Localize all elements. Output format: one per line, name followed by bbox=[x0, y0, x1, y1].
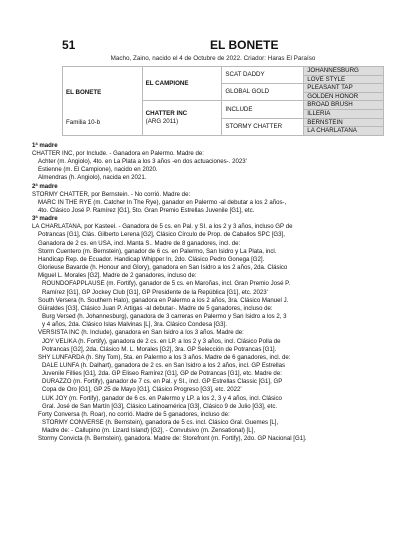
pedigree-horse: EL BONETE bbox=[66, 89, 102, 96]
text-line: Güiraldes [G3], Clásico Juan P. Artigas -al debutar-. Madre de 5 ganadores, incluso de: bbox=[38, 304, 273, 312]
pedigree-horse-cell bbox=[63, 67, 143, 136]
pedigree-sire: EL CAMPIONE bbox=[142, 67, 222, 101]
text-line: SHY LUNFARDA (h. Shy Tom), 5ta. en Palermo a los 3 años. Madre de 6 ganadores, incl. de: bbox=[38, 353, 291, 361]
text-line: Gral. José de San Martín [G3], Clásico Latinoamérica [G3], Clásico 9 de Julio [G3], etc. bbox=[42, 402, 278, 410]
pedigree-dds: BERNSTEIN bbox=[304, 118, 384, 127]
text-line: MARC IN THE RYE (m. Catcher In The Rye), ganador en Palermo -al debutar a los 2 años-, bbox=[38, 198, 287, 206]
pedigree-ssd: LOVE STYLE bbox=[304, 75, 384, 84]
text-line: ROUNDOFAPPLAUSE (m. Fortify), ganador de 5 cs. en Maroñas, incl. Gran Premio José P. bbox=[42, 280, 291, 288]
pedigree-dss: BROAD BRUSH bbox=[304, 101, 384, 110]
text-line: South Versera (h. Southern Halo), ganadora en Palermo a los 2 años, 3ra. Clásico Manuel J. bbox=[38, 296, 289, 304]
pedigree-table bbox=[62, 66, 384, 136]
text-line: Juvenile Fillies [G1], 2da. GP Eliseo Ramírez [G1], GP de Potrancas [G1], etc. Madre de: bbox=[42, 370, 282, 378]
pedigree-ddd: LA CHARLATANA bbox=[304, 127, 384, 136]
text-line: VERSISTA INC (h. Include), ganadora en San Isidro a los 3 años. Madre de: bbox=[38, 329, 244, 337]
section-third-dam: 3ª madre bbox=[32, 215, 58, 223]
text-line: Achter (m. Angiolo), 4to. en La Plata a los 3 años -en dos actuaciones-. 2023' bbox=[38, 158, 247, 166]
text-line: Forty Conversa (h. Roar), no corrió. Madre de 5 ganadores, incluso de: bbox=[38, 410, 230, 418]
pedigree-sdd: GOLDEN HONOR bbox=[304, 92, 384, 101]
section-first-dam: 1ª madre bbox=[32, 141, 58, 149]
text-line: STORMY CHATTER, por Bernstein. - No corrió. Madre de: bbox=[32, 190, 191, 198]
pedigree-dam-sire: INCLUDE bbox=[222, 101, 304, 118]
lot-header bbox=[32, 38, 394, 54]
text-line: 4to. Clásico José P. Ramírez [G1], 5to. Gran Premio Estrellas Juvenile [G1], etc. bbox=[38, 207, 255, 214]
text-line: Copa de Oro [G1], GP 25 de Mayo [G1], Clásico Progreso [G3], etc. 2022' bbox=[42, 386, 242, 394]
text-line: STORMY CONVERSE (h. Bernstein), ganadora de 5 cs. incl. Clásico Gral. Guemes [L], bbox=[42, 419, 279, 427]
text-line: Burg Versed (h. Johannesburg), ganadora de 3 carreras en Palermo y San Isidro a los 2, 3 bbox=[42, 313, 287, 321]
catalog-page bbox=[0, 38, 400, 556]
horse-subtitle: Macho, Zaino, nacido el 4 de Octubre de 2022. Criador: Haras El Paraíso bbox=[110, 55, 316, 62]
text-line: Stormy Convicta (h. Bernstein), ganadora. Madre de: Storefront (m. Fortify), 2do. GP Nacional [G1]. bbox=[38, 435, 307, 443]
text-line: y 4 años, 2da. Clásico Islas Malvinas [L], 3ra. Clásico Condesa [G3]. bbox=[42, 321, 227, 329]
pedigree-family: Familia 10-b bbox=[66, 118, 101, 126]
text-line: CHATTER INC, por Include. - Ganadora en Palermo. Madre de: bbox=[32, 149, 204, 157]
text-line: LUK JOY (m. Fortify), ganador de 6 cs. en Palermo y LP. a los 2, 3 y 4 años, incl. Clásico bbox=[42, 394, 282, 402]
text-line: Potrancas [G1], Clás. Gilberto Lerena [G2], Clásico Círculo de Prop. de Caballos SPC [G3], bbox=[38, 231, 285, 239]
text-line: DURAZZO (m. Fortify), ganador de 7 cs. en Pal. y SI., incl. GP Estrellas Classic [G1], GP bbox=[42, 378, 283, 386]
pedigree-sire-dam: GLOBAL GOLD bbox=[222, 84, 304, 101]
pedigree-dsd: ILLERIA bbox=[304, 109, 384, 118]
text-line: Miguel L. Morales [G2]. Madre de 2 ganadores, incluso de: bbox=[38, 272, 197, 280]
pedigree-dam-dam: STORMY CHATTER bbox=[222, 118, 304, 135]
text-line: DALE LUNFA (h. Dalhart), ganadora de 2 cs. en San Isidro a los 2 años, incl. GP Estrellas bbox=[42, 361, 286, 369]
produce-record bbox=[32, 142, 394, 444]
pedigree-dam-cell bbox=[142, 101, 222, 135]
text-line: Estienne (m. El Campione), nacido en 2020. bbox=[38, 166, 158, 174]
section-second-dam: 2ª madre bbox=[32, 182, 58, 190]
text-line: JOY VELIKA (h. Fortify), ganadora de 2 cs. en LP. a los 2 y 3 años, incl. Clásico Polla de bbox=[42, 337, 281, 345]
pedigree-sds: PLEASANT TAP bbox=[304, 84, 384, 93]
text-line: Ramírez [G1], GP Jockey Club [G1], GP Presidente de la República [G1], etc. 2023' bbox=[42, 288, 268, 296]
pedigree-sire-sire: SCAT DADDY bbox=[222, 67, 304, 84]
text-line: LA CHARLATANA, por Kasteel. - Ganadora de 5 cs. en Pal. y SI. a los 2 y 3 años, incluso GP de bbox=[32, 223, 293, 231]
text-line: Potrancas [G2], 2da. Clásico M. L. Morales [G2], 3ra. GP Selección de Potrancas [G1]. bbox=[42, 345, 277, 353]
text-line: Madre de: - Callupino (m. Lizard Island) [G2], - Convulsivo (m. Zensational) [L], bbox=[42, 427, 256, 435]
horse-name: EL BONETE bbox=[210, 38, 279, 52]
text-line: Glorieuse Bavarde (h. Honour and Glory), ganadora en San Isidro a los 2 años, 2da. Clásico bbox=[38, 264, 288, 272]
pedigree-sss: JOHANNESBURG bbox=[304, 67, 384, 76]
pedigree-dam-note: (ARG 2011) bbox=[145, 118, 179, 126]
text-line: Handicap Rep. de Ecuador. Handicap Whipper In, 2do. Clásico Pedro Gonega [G2]. bbox=[38, 255, 265, 263]
pedigree-dam: CHATTER INC bbox=[145, 110, 188, 118]
text-line: Almendras (h. Angiolo), nacida en 2021. bbox=[38, 174, 147, 182]
lot-number: 51 bbox=[62, 38, 76, 52]
text-line: Ganadora de 2 cs. en USA, incl. Manta S.. Madre de 8 ganadores, incl. de: bbox=[38, 239, 241, 247]
text-line: Storm Cuentero (m. Bernstein), ganador de 6 cs. en Palermo, San Isidro y La Plata, incl. bbox=[38, 247, 277, 255]
